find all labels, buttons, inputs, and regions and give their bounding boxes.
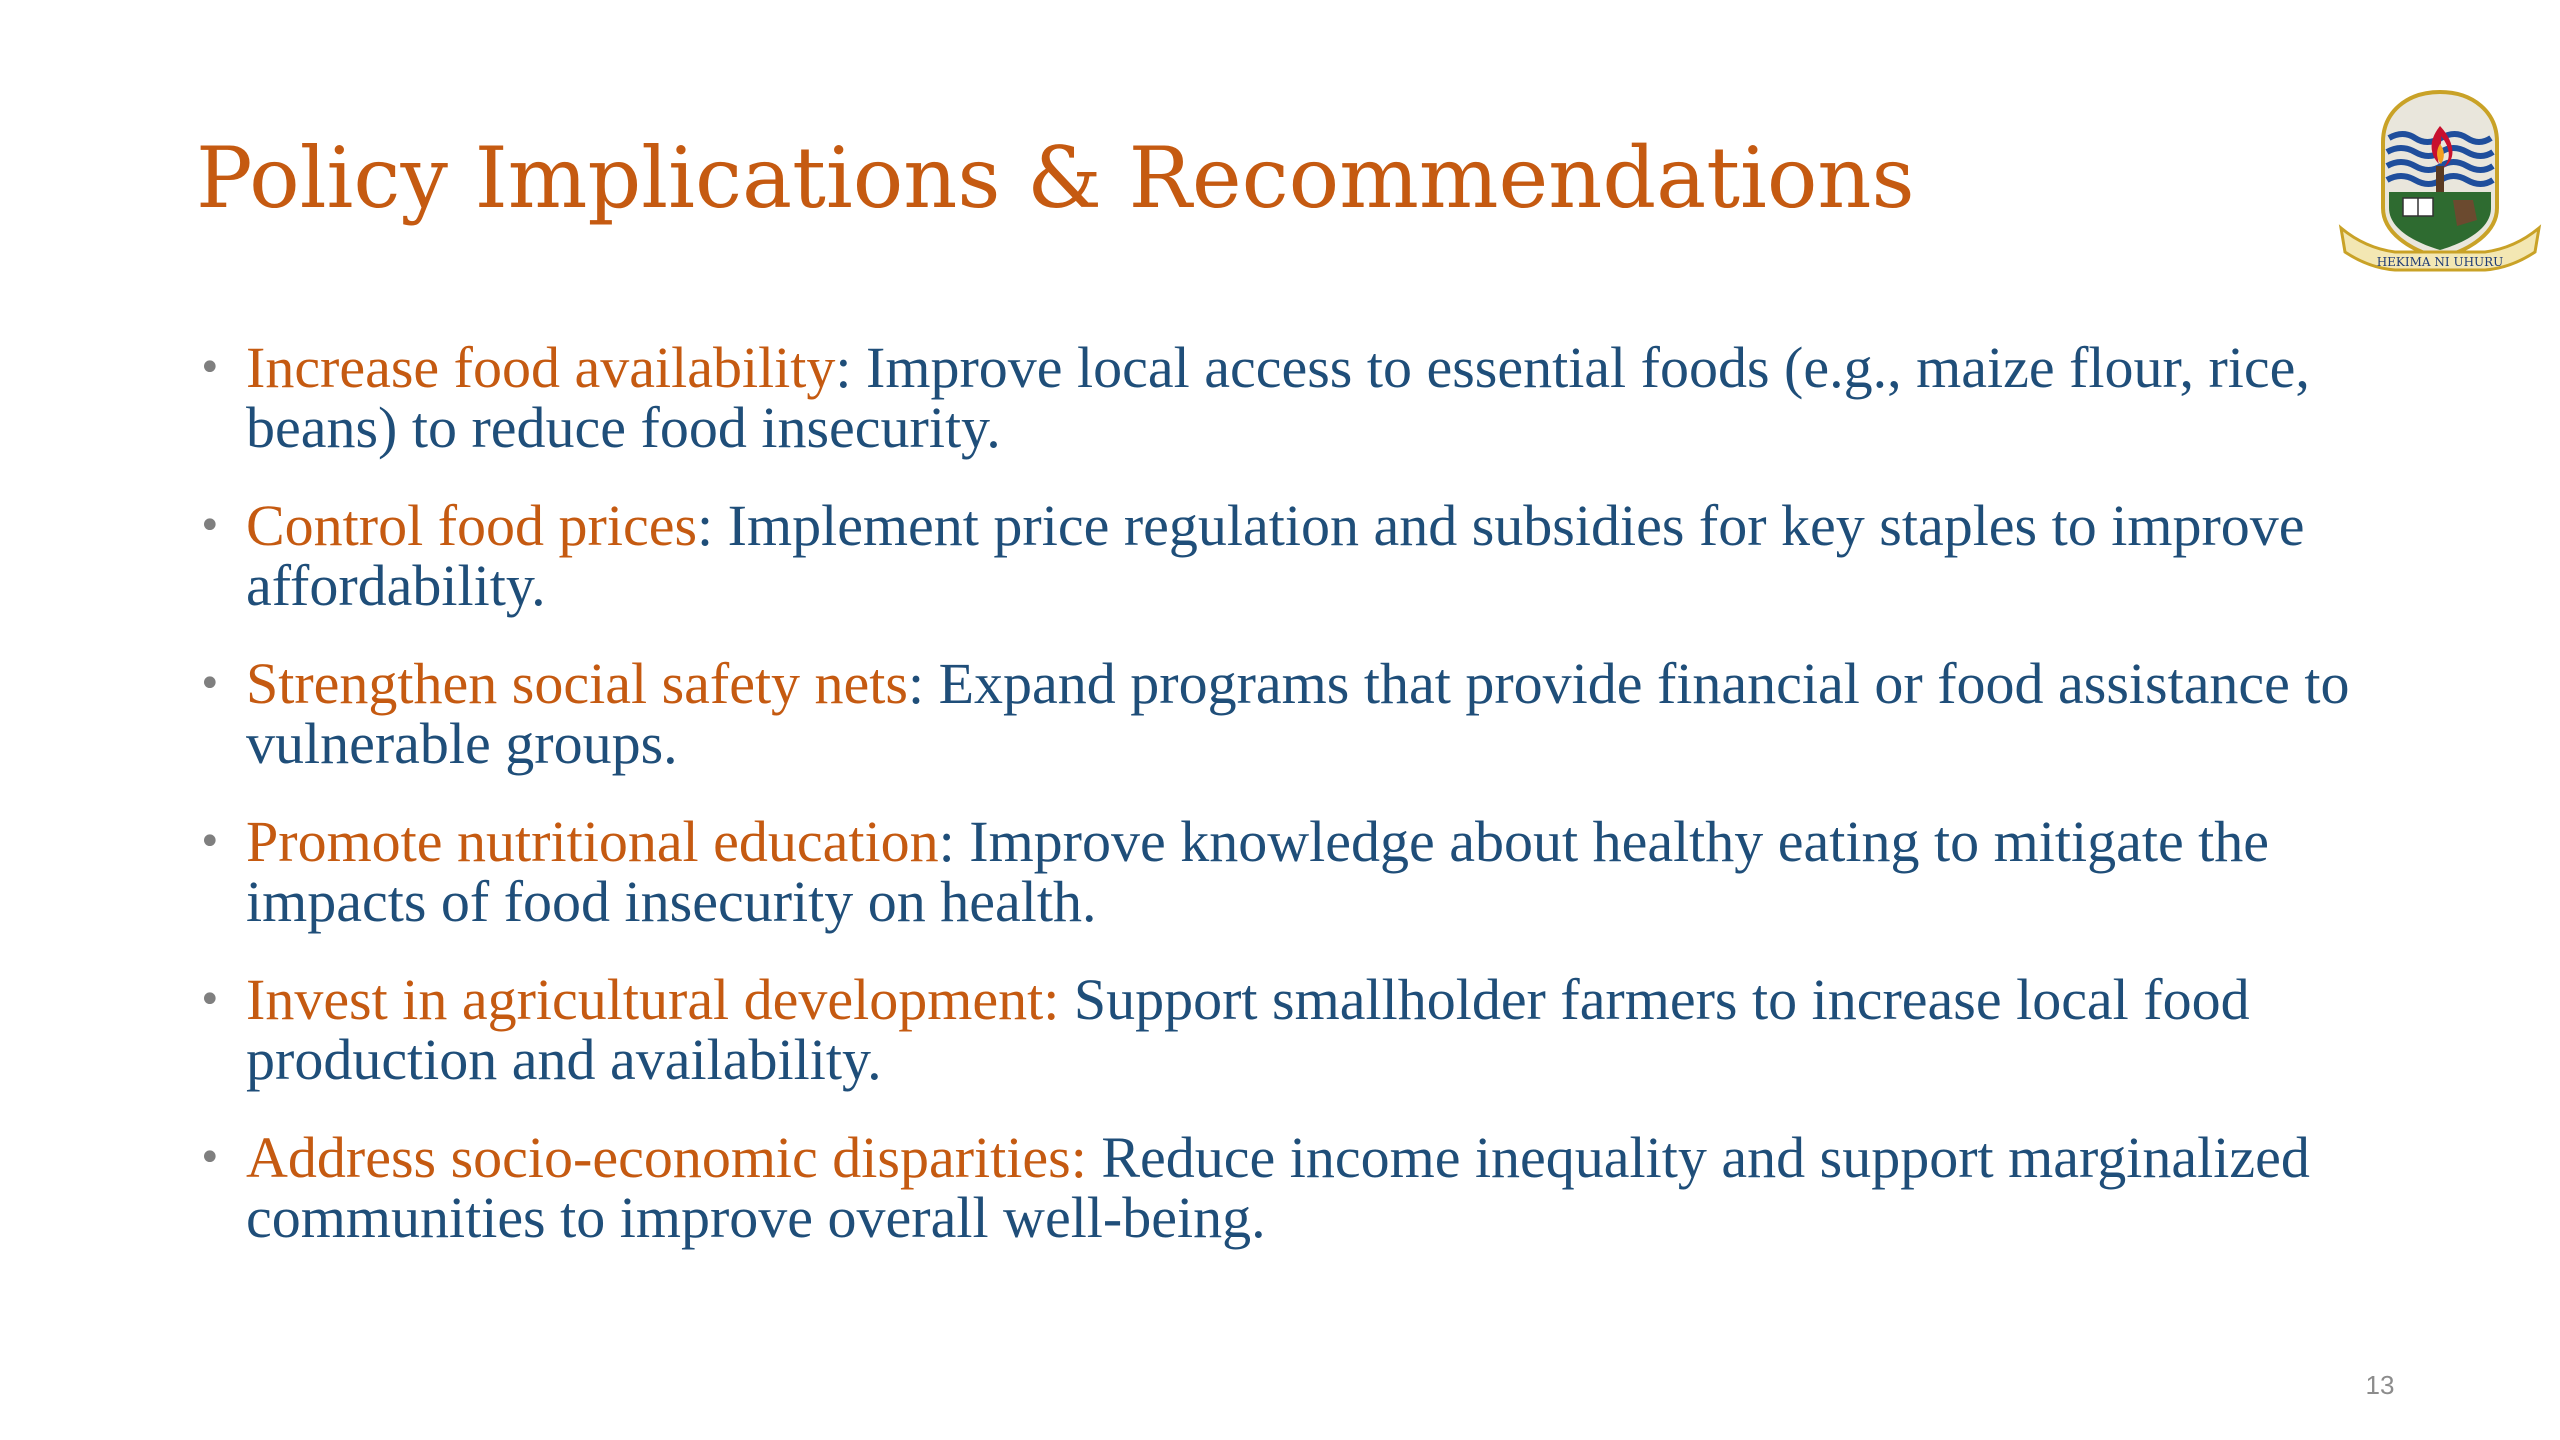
item-lead: Promote nutritional education bbox=[246, 809, 939, 874]
page-number: 13 bbox=[2365, 1370, 2395, 1400]
item-lead: Invest in agricultural development: bbox=[246, 967, 1060, 1032]
bullet-icon: • bbox=[198, 661, 222, 707]
list-item bbox=[196, 493, 2396, 618]
list-item bbox=[196, 809, 2396, 934]
item-text: Support smallholder farmers to increase local food production and availability. bbox=[246, 967, 2250, 1092]
bullet-icon: • bbox=[198, 1135, 222, 1181]
crest-motto-text: HEKIMA NI UHURU bbox=[2376, 255, 2504, 269]
recommendations-list bbox=[196, 335, 2396, 1286]
slide-title: Policy Implications & Recommendations bbox=[196, 129, 1915, 227]
list-item bbox=[196, 651, 2396, 776]
item-text: : Improve knowledge about healthy eating to mitigate the impacts of food insecurity on health. bbox=[246, 809, 2270, 934]
bullet-icon: • bbox=[198, 503, 222, 549]
item-text: : Improve local access to essential foods (e.g., maize flour, rice, beans) to reduce food insecurity. bbox=[246, 335, 2310, 460]
bullet-icon: • bbox=[198, 977, 222, 1023]
item-lead: Control food prices bbox=[246, 493, 698, 558]
list-item bbox=[196, 335, 2396, 460]
bullet-icon: • bbox=[198, 345, 222, 391]
list-item bbox=[196, 967, 2396, 1092]
item-text: Reduce income inequality and support marginalized communities to improve overall well-being. bbox=[246, 1125, 2310, 1250]
item-lead: Address socio-economic disparities: bbox=[246, 1125, 1087, 1190]
item-text: : Implement price regulation and subsidies for key staples to improve affordability. bbox=[246, 493, 2305, 618]
university-crest-logo bbox=[2335, 80, 2545, 290]
bullet-icon: • bbox=[198, 819, 222, 865]
list-item bbox=[196, 1125, 2396, 1250]
item-lead: Increase food availability bbox=[246, 335, 836, 400]
item-lead: Strengthen social safety nets bbox=[246, 651, 908, 716]
item-text: : Expand programs that provide financial or food assistance to vulnerable groups. bbox=[246, 651, 2350, 776]
